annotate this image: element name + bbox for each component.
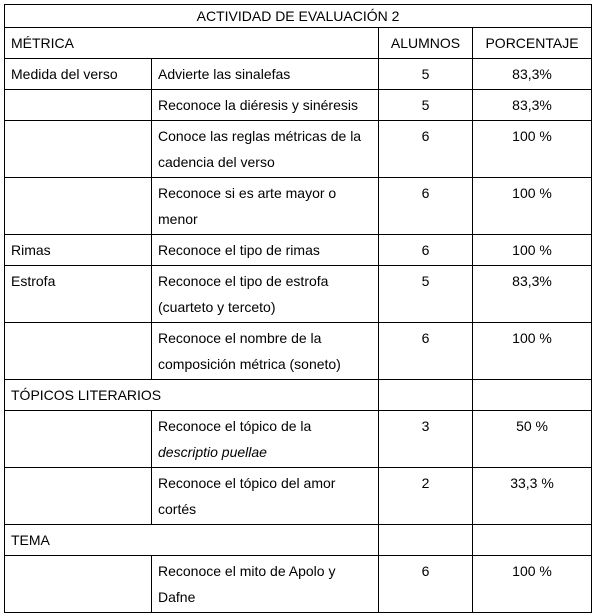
- students-cell: 3: [379, 411, 473, 468]
- header-alumnos: ALUMNOS: [379, 28, 473, 59]
- percent-cell: 100 %: [473, 556, 592, 613]
- description-italic-text: descriptio puellae: [158, 444, 267, 460]
- students-cell: 6: [379, 323, 473, 380]
- table-row: [5, 235, 592, 266]
- students-cell: 2: [379, 468, 473, 525]
- table-row: [5, 178, 592, 235]
- students-cell: 6: [379, 178, 473, 235]
- description-cell: Reconoce la diéresis y sinéresis: [152, 90, 379, 121]
- percent-cell: 50 %: [473, 411, 592, 468]
- empty-cell: [473, 525, 592, 556]
- percent-cell: 100 %: [473, 178, 592, 235]
- category-cell: [5, 468, 152, 525]
- table-row: [5, 411, 592, 468]
- students-cell: 6: [379, 121, 473, 178]
- students-cell: 5: [379, 59, 473, 90]
- title-row: [5, 5, 592, 28]
- category-cell: [5, 178, 152, 235]
- description-cell: Reconoce el tipo de estrofa (cuarteto y terceto): [152, 266, 379, 323]
- percent-cell: 100 %: [473, 323, 592, 380]
- table-row: [5, 323, 592, 380]
- section-header-row: [5, 380, 592, 411]
- students-cell: 6: [379, 235, 473, 266]
- category-cell: Rimas: [5, 235, 152, 266]
- section-header-tema: TEMA: [5, 525, 379, 556]
- empty-cell: [473, 380, 592, 411]
- description-text: Reconoce el tópico de la: [158, 418, 312, 434]
- description-cell: [152, 411, 379, 468]
- table-row: [5, 121, 592, 178]
- students-cell: 6: [379, 556, 473, 613]
- table-row: [5, 468, 592, 525]
- category-cell: [5, 121, 152, 178]
- category-cell: Estrofa: [5, 266, 152, 323]
- description-cell: Reconoce el mito de Apolo y Dafne: [152, 556, 379, 613]
- category-cell: Medida del verso: [5, 59, 152, 90]
- percent-cell: 100 %: [473, 121, 592, 178]
- description-cell: Reconoce el tópico del amor cortés: [152, 468, 379, 525]
- description-cell: Reconoce el tipo de rimas: [152, 235, 379, 266]
- header-metrica: MÉTRICA: [5, 28, 379, 59]
- header-row: [5, 28, 592, 59]
- description-cell: Conoce las reglas métricas de la cadencia del verso: [152, 121, 379, 178]
- section-header-topicos: TÓPICOS LITERARIOS: [5, 380, 379, 411]
- description-cell: Reconoce si es arte mayor o menor: [152, 178, 379, 235]
- percent-cell: 83,3%: [473, 59, 592, 90]
- table-body: [5, 5, 592, 613]
- table-row: [5, 90, 592, 121]
- percent-cell: 83,3%: [473, 266, 592, 323]
- header-porcentaje: PORCENTAJE: [473, 28, 592, 59]
- percent-cell: 100 %: [473, 235, 592, 266]
- category-cell: [5, 556, 152, 613]
- table-title: ACTIVIDAD DE EVALUACIÓN 2: [5, 5, 592, 28]
- section-header-row: [5, 525, 592, 556]
- percent-cell: 83,3%: [473, 90, 592, 121]
- table-row: [5, 556, 592, 613]
- category-cell: [5, 323, 152, 380]
- category-cell: [5, 411, 152, 468]
- table-row: [5, 266, 592, 323]
- description-cell: Reconoce el nombre de la composición métrica (soneto): [152, 323, 379, 380]
- description-cell: Advierte las sinalefas: [152, 59, 379, 90]
- table-row: [5, 59, 592, 90]
- empty-cell: [379, 380, 473, 411]
- evaluation-table: [4, 4, 592, 613]
- percent-cell: 33,3 %: [473, 468, 592, 525]
- students-cell: 5: [379, 266, 473, 323]
- students-cell: 5: [379, 90, 473, 121]
- category-cell: [5, 90, 152, 121]
- empty-cell: [379, 525, 473, 556]
